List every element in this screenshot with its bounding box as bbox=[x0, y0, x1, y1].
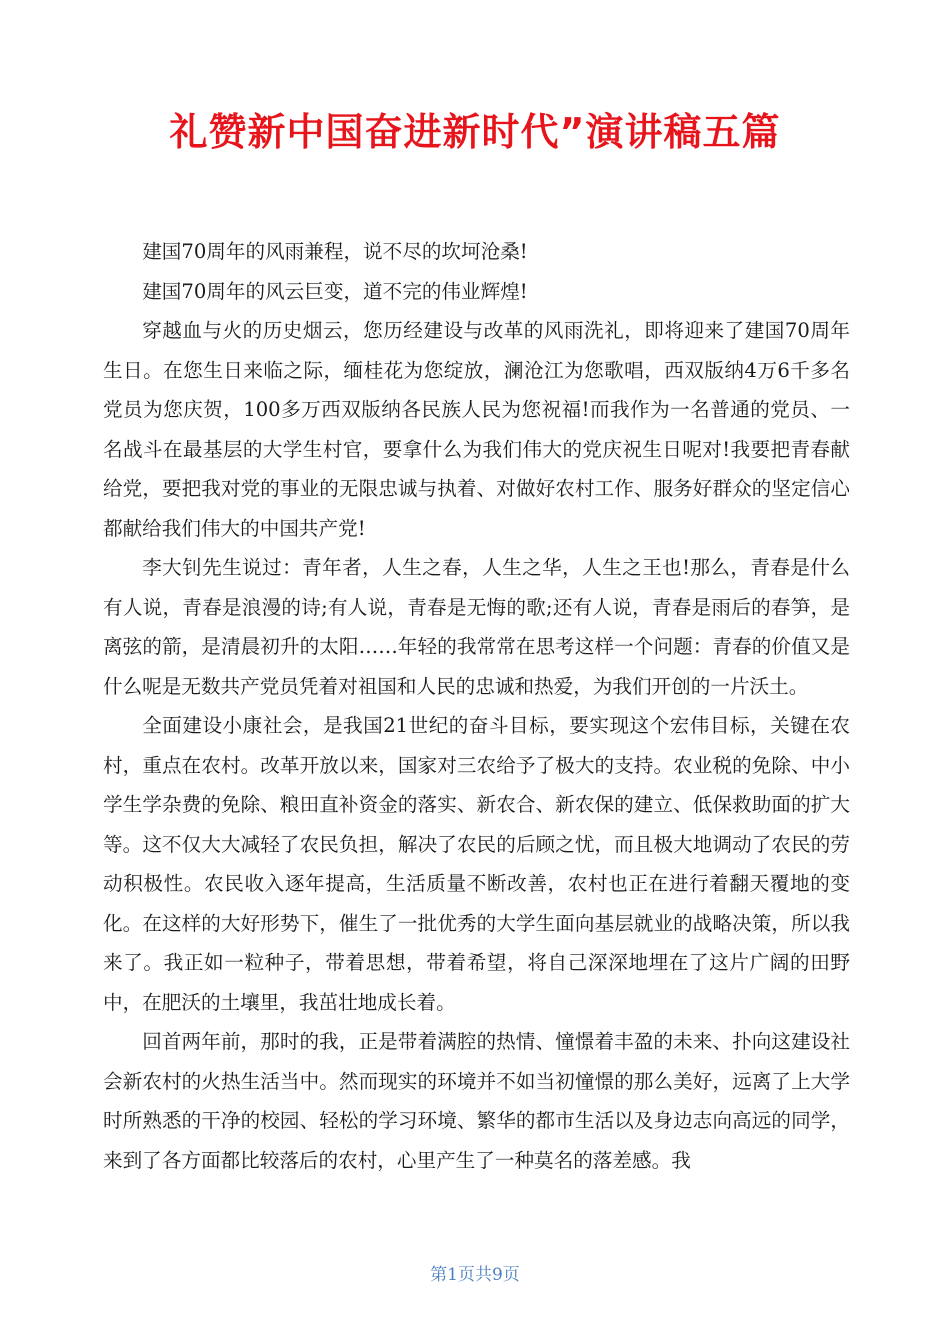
paragraph: 回首两年前，那时的我，正是带着满腔的热情、憧憬着丰盈的未来、扑向这建设社会新农村的火热生活当中。然而现实的环境并不如当初憧憬的那么美好，远离了上大学时所熟悉的干净的校园、轻松的学习环境、繁华的都市生活以及身边志向高远的同学，来到了各方面都比较落后的农村，心里产生了一种莫名的落差感。我 bbox=[103, 1030, 850, 1172]
document-body bbox=[103, 232, 850, 1180]
paragraph: 李大钊先生说过：青年者，人生之春，人生之华，人生之王也!那么，青春是什么有人说，青春是浪漫的诗;有人说，青春是无悔的歌;还有人说，青春是雨后的春笋，是离弦的箭，是清晨初升的太阳……年轻的我常常在思考这样一个问题：青春的价值又是什么呢是无数共产党员凭着对祖国和人民的忠诚和热爱，为我们开创的一片沃土。 bbox=[103, 556, 850, 698]
paragraph: 全面建设小康社会，是我国21世纪的奋斗目标，要实现这个宏伟目标，关键在农村，重点在农村。改革开放以来，国家对三农给予了极大的支持。农业税的免除、中小学生学杂费的免除、粮田直补资金的落实、新农合、新农保的建立、低保救助面的扩大等。这不仅大大减轻了农民负担，解决了农民的后顾之忧，而且极大地调动了农民的劳动积极性。农民收入逐年提高，生活质量不断改善，农村也正在进行着翻天覆地的变化。在这样的大好形势下，催生了一批优秀的大学生面向基层就业的战略决策，所以我来了。我正如一粒种子，带着思想，带着希望，将自己深深地埋在了这片广阔的田野中，在肥沃的土壤里，我茁壮地成长着。 bbox=[103, 714, 850, 1014]
page-number-footer: 第1页共9页 bbox=[430, 1265, 520, 1285]
paragraph: 穿越血与火的历史烟云，您历经建设与改革的风雨洗礼，即将迎来了建国70周年生日。在您生日来临之际，缅桂花为您绽放，澜沧江为您歌唱，西双版纳4万6千多名党员为您庆贺，100多万西双版纳各民族人民为您祝福!而我作为一名普通的党员、一名战斗在最基层的大学生村官，要拿什么为我们伟大的党庆祝生日呢对!我要把青春献给党，要把我对党的事业的无限忠诚与执着、对做好农村工作、服务好群众的坚定信心都献给我们伟大的中国共产党! bbox=[103, 319, 850, 540]
paragraph: 建国70周年的风雨兼程，说不尽的坎坷沧桑! bbox=[142, 240, 528, 263]
page-title: 礼赞新中国奋进新时代”演讲稿五篇 bbox=[169, 110, 781, 154]
paragraph: 建国70周年的风云巨变，道不完的伟业辉煌! bbox=[142, 279, 528, 303]
